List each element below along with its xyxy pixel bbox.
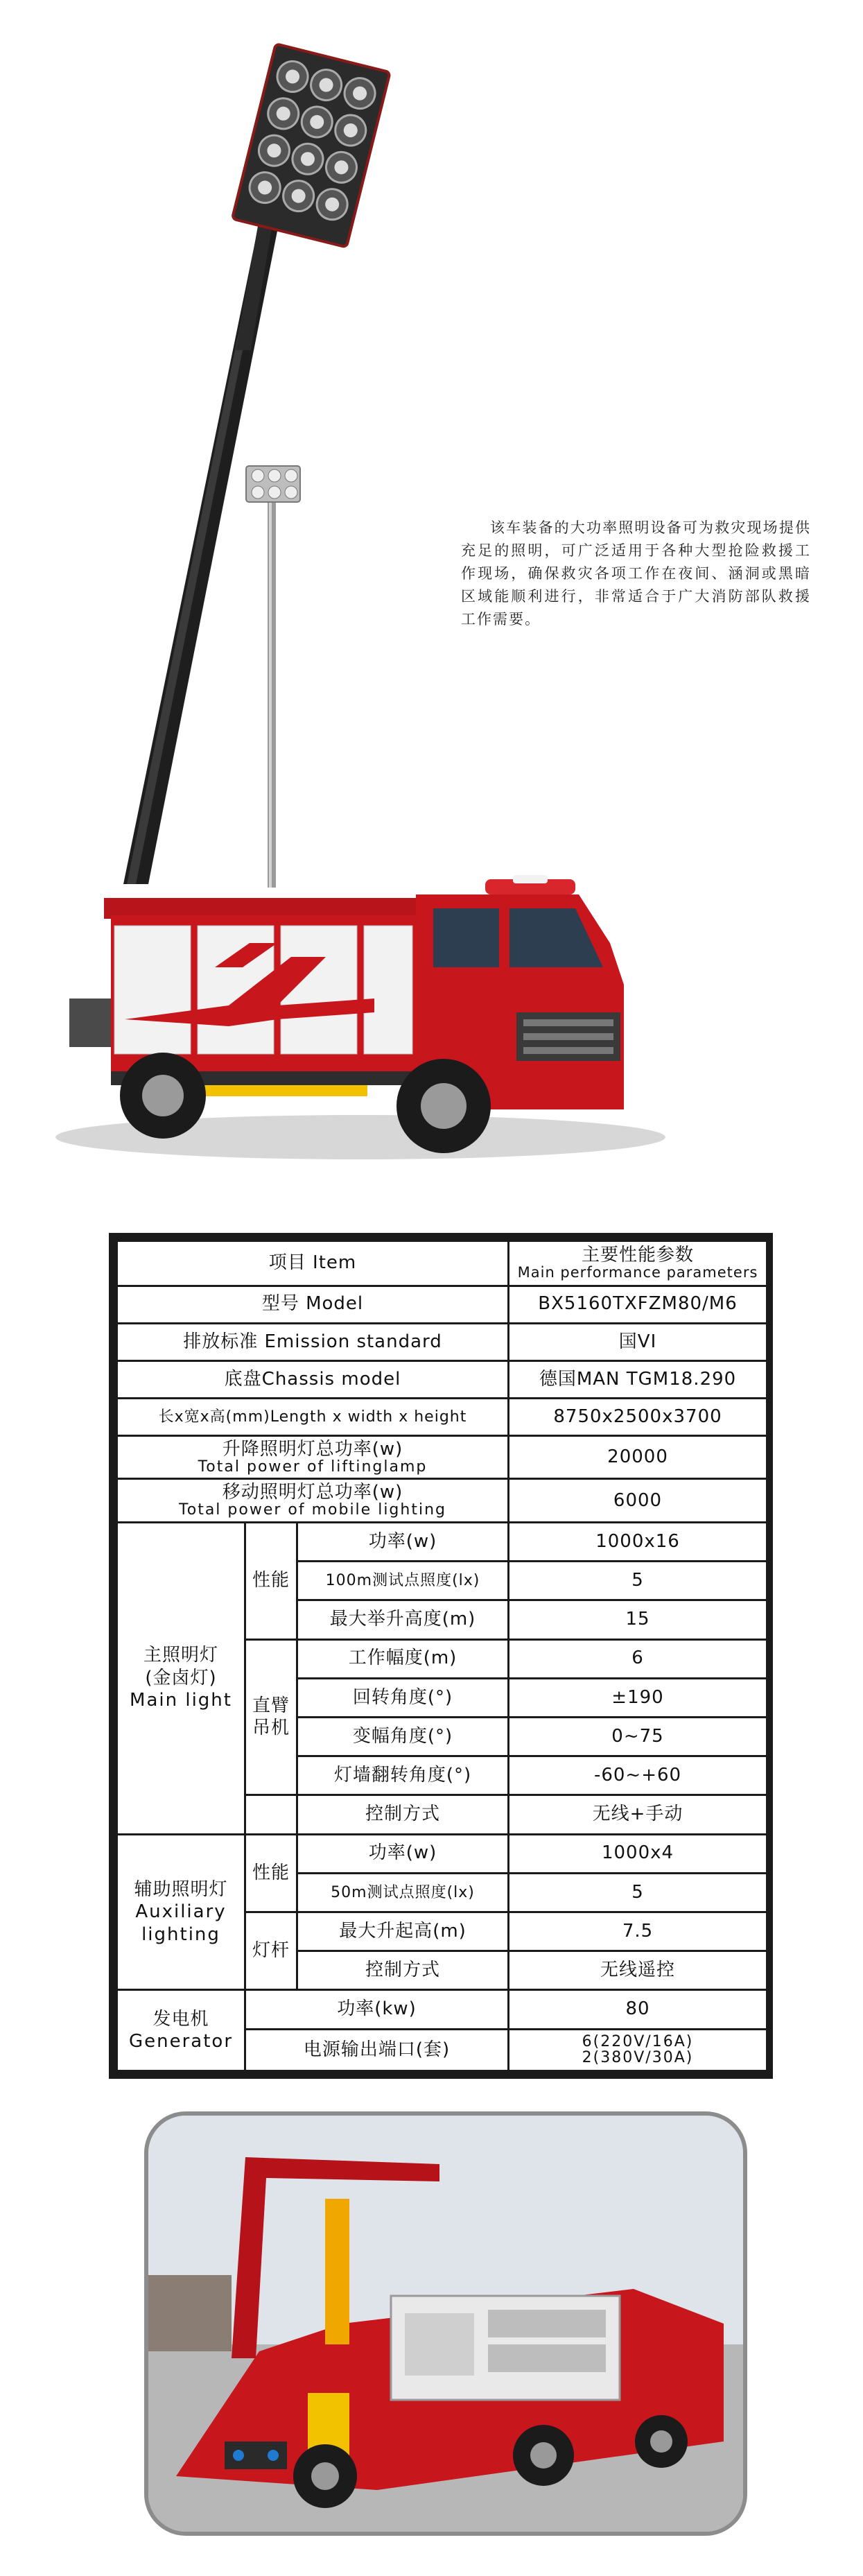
generator-ports-label: 电源输出端口(套) [245, 2029, 509, 2071]
param-header-cn: 主要性能参数 [582, 1245, 695, 1266]
main-perf-label: 性能 [245, 1522, 297, 1639]
table-row [117, 1522, 767, 1561]
main-boom-value-2: 0~75 [509, 1717, 767, 1756]
mobile-power-value: 6000 [509, 1479, 767, 1522]
lift-power-value: 20000 [509, 1436, 767, 1479]
aux-perf-label-0: 功率(w) [297, 1834, 509, 1873]
table-row [117, 1360, 767, 1398]
aux-perf-label-1: 50m测试点照度(lx) [297, 1873, 509, 1912]
item-header: 项目 Item [117, 1241, 509, 1286]
aux-light-cn: 辅助照明灯 [134, 1878, 228, 1900]
generator-group [117, 1990, 245, 2071]
generator-en: Generator [128, 2031, 234, 2052]
lift-power-label-en: Total power of liftinglamp [198, 1458, 428, 1476]
main-boom-label-0: 工作幅度(m) [297, 1639, 509, 1678]
aux-light-en2: lighting [141, 1924, 220, 1945]
lift-power-label-cn: 升降照明灯总功率(w) [222, 1438, 403, 1460]
main-boom-value-3: -60~+60 [509, 1756, 767, 1795]
aux-perf-value-0: 1000x4 [509, 1834, 767, 1873]
aux-pole-label: 灯杆 [245, 1912, 297, 1989]
main-boom-value-0: 6 [509, 1639, 767, 1678]
generator-ports-value-1: 6(220V/16A) [582, 2033, 694, 2051]
table-row [117, 1479, 767, 1522]
main-lamp-head [232, 44, 390, 247]
main-boom [123, 208, 281, 884]
main-boom-label [245, 1639, 297, 1795]
main-perf-value-1: 5 [509, 1562, 767, 1600]
intro-description [461, 517, 811, 631]
generator-ports-value-2: 2(380V/30A) [582, 2049, 694, 2067]
main-light-en: Main light [130, 1690, 232, 1711]
dimensions-label: 长x宽x高(mm)Length x width x height [117, 1398, 509, 1435]
aux-perf-label: 性能 [245, 1834, 297, 1912]
main-perf-label-0: 功率(w) [297, 1522, 509, 1561]
aux-lamp-mast [246, 466, 300, 888]
param-header-en: Main performance parameters [517, 1264, 758, 1281]
mobile-power-label-cn: 移动照明灯总功率(w) [222, 1481, 403, 1503]
main-perf-value-2: 15 [509, 1600, 767, 1639]
chassis-value: 德国MAN TGM18.290 [509, 1360, 767, 1398]
generator-cn: 发电机 [152, 2008, 209, 2030]
main-light-cn2: (金卤灯) [145, 1667, 217, 1688]
main-control-spacer [245, 1795, 297, 1834]
dimensions-value: 8750x2500x3700 [509, 1398, 767, 1435]
main-perf-label-2: 最大举升高度(m) [297, 1600, 509, 1639]
param-header [509, 1241, 767, 1286]
aux-pole-value-0: 7.5 [509, 1912, 767, 1951]
table-row [117, 1990, 767, 2029]
table-header-row [117, 1241, 767, 1286]
aux-light-en1: Auxiliary [135, 1901, 227, 1923]
table-row [117, 1286, 767, 1323]
table-row [117, 1834, 767, 1873]
model-value: BX5160TXFZM80/M6 [509, 1286, 767, 1323]
rear-view-truck-illustration [148, 2116, 743, 2532]
truck-body [69, 898, 423, 1096]
model-label: 型号 Model [117, 1286, 509, 1323]
generator-power-label: 功率(kw) [245, 1990, 509, 2029]
rear-view-photo [144, 2111, 747, 2536]
aux-pole-value-1: 无线遥控 [509, 1951, 767, 1990]
table-row [117, 1436, 767, 1479]
mobile-power-label-en: Total power of mobile lighting [179, 1501, 446, 1519]
emission-value: 国VI [509, 1323, 767, 1360]
generator-power-value: 80 [509, 1990, 767, 2029]
generator-ports-value [509, 2029, 767, 2071]
spec-table-frame [109, 1233, 773, 2079]
table-row [117, 1323, 767, 1360]
spec-table [116, 1240, 768, 2072]
main-light-cn1: 主照明灯 [143, 1645, 218, 1666]
main-boom-label-1: 回转角度(°) [297, 1678, 509, 1717]
main-boom-label-3: 灯墙翻转角度(°) [297, 1756, 509, 1795]
aux-perf-value-1: 5 [509, 1873, 767, 1912]
lift-power-label [117, 1436, 509, 1479]
intro-text: 该车装备的大功率照明设备可为救灾现场提供充足的照明，可广泛适用于各种大型抢险救援工作现场，确保救灾各项工作在夜间、涵洞或黑暗区域能顺利进行，非常适合于广大消防部队救援工作需要。 [461, 519, 811, 628]
main-control-value: 无线+手动 [509, 1795, 767, 1834]
mobile-power-label [117, 1479, 509, 1522]
main-perf-value-0: 1000x16 [509, 1522, 767, 1561]
emission-label: 排放标准 Emission standard [117, 1323, 509, 1360]
aux-pole-label-0: 最大升起高(m) [297, 1912, 509, 1951]
main-control-label: 控制方式 [297, 1795, 509, 1834]
aux-light-group [117, 1834, 245, 1990]
table-row [117, 1398, 767, 1435]
main-light-group [117, 1522, 245, 1834]
main-boom-value-1: ±190 [509, 1678, 767, 1717]
main-boom-label-2: 吊机 [252, 1718, 290, 1739]
aux-pole-label-1: 控制方式 [297, 1951, 509, 1990]
main-perf-label-1: 100m测试点照度(lx) [297, 1562, 509, 1600]
main-boom-label-1: 直臂 [252, 1695, 290, 1716]
main-boom-label-2: 变幅角度(°) [297, 1717, 509, 1756]
chassis-label: 底盘Chassis model [117, 1360, 509, 1398]
